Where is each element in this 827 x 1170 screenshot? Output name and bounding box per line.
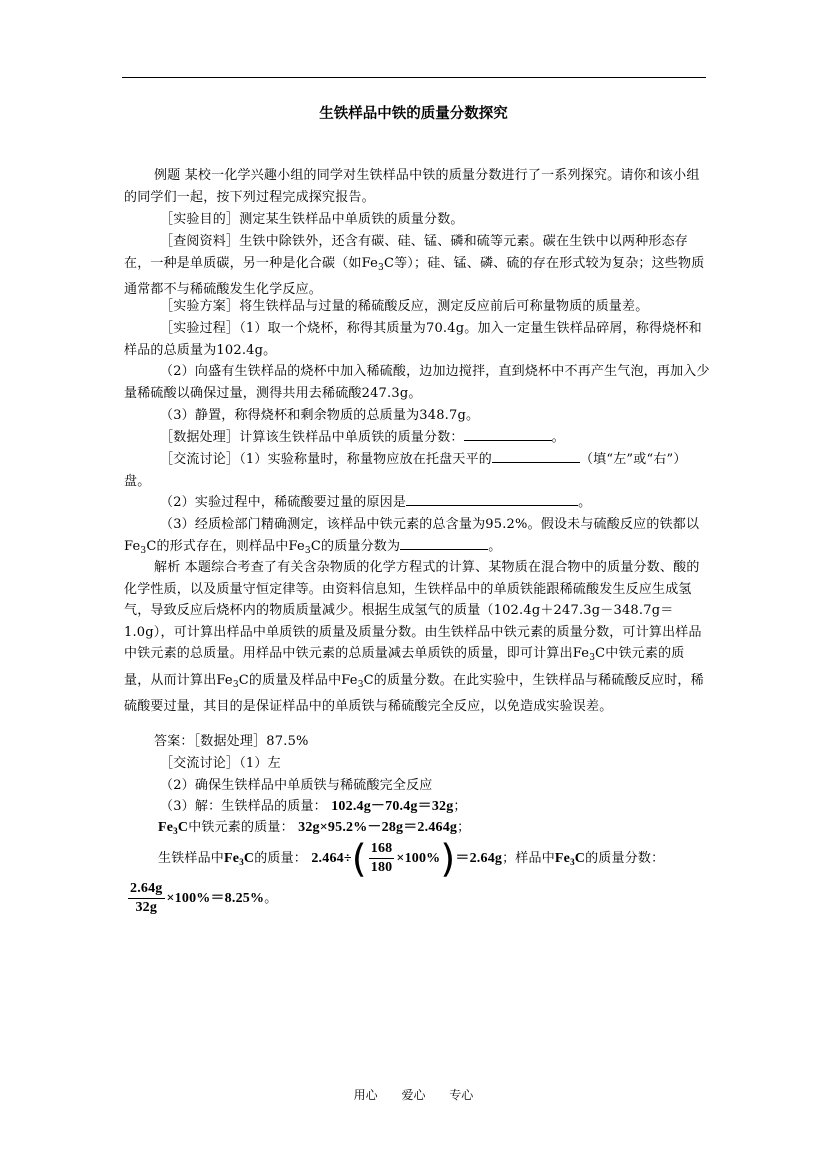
answer-blank[interactable] <box>406 493 578 506</box>
analysis-paragraph: 解析 本题综合考查了有关含杂物质的化学方程式的计算、某物质在混合物中的质量分数、酸的化学性质，以及质量守恒定律等。由资料信息知，生铁样品中的单质铁能跟稀硫酸发生反应生成氢气，导致反应后烧杯内的物质质量减少。根据生成氢气的质量（102.4g＋247.3g－348.7g＝1.0g），可计算出样品中单质铁的质量及质量分数。由生铁样品中铁元素的质量分数，可计算出样品中铁元素的总质量。用样品中铁元素的总质量减去单质铁的质量，即可计算出$Fe_3C$中铁元素的质量，从而计算出$Fe_3C$的质量及样品中$Fe_3C$的质量分数。在此实验中，生铁样品与稀硫酸反应时，稀硫酸要过量，其目的是保证样品中的单质铁与稀硫酸完全反应，以免造成实验误差。 <box>124 560 704 714</box>
question-discuss-3: （3）经质检部门精确测定，该样品中铁元素的总含量为95.2%。假设未与硫酸反应的铁都以$Fe_3C$的形式存在，则样品中$Fe_3C$的质量分数为 。 <box>124 517 700 556</box>
mass-ratio-fraction: $\frac{168}{180}$ <box>370 841 393 875</box>
page-title: 生铁样品中铁的质量分数探究 <box>319 105 508 122</box>
question-process-1: ［实验过程］（1）取一个烧杯，称得其质量为70.4g。加入一定量生铁样品碎屑，称得烧杯和样品的总质量为102.4g。 <box>124 321 702 358</box>
question-purpose: ［实验目的］测定某生铁样品中单质铁的质量分数。 <box>160 212 464 227</box>
question-data-processing: ［数据处理］计算该生铁样品中单质铁的质量分数： 。 <box>160 430 565 445</box>
answer-line-4: （3）解：生铁样品的质量： 102.4g－70.4g＝32g； <box>160 799 467 814</box>
answer-line-1: 答案：［数据处理］87.5% <box>154 734 309 749</box>
answer-line-6: 生铁样品中$Fe_3C$的质量： 2.464÷( $\frac{168}{180}$ ×100%)＝2.64g；样品中$Fe_3C$的质量分数： <box>158 836 665 881</box>
answer-line-3: （2）确保生铁样品中单质铁与稀硫酸完全反应 <box>160 778 433 793</box>
page-footer: 用心 爱心 专心 <box>353 1088 474 1102</box>
question-process-3: （3）静置，称得烧杯和剩余物质的总质量为348.7g。 <box>160 408 480 423</box>
question-reference: ［查阅资料］生铁中除铁外，还含有碳、硅、锰、磷和硫等元素。碳在生铁中以两种形态存在，一种是单质碳，另一种是化合碳（如$Fe_3C$等）；硅、锰、磷、硫的存在形式较为复杂；这些物质通常都不与稀硫酸发生化学反应。 <box>124 234 705 297</box>
result-fraction: $\frac{2.64g}{32g}$ <box>130 881 163 915</box>
question-discuss-2: （2）实验过程中，稀硫酸要过量的原因是 。 <box>160 495 592 510</box>
answer-blank[interactable] <box>400 537 488 550</box>
question-process-2: （2）向盛有生铁样品的烧杯中加入稀硫酸，边加边搅拌，直到烧杯中不再产生气泡，再加入少量稀硫酸以确保过量，测得共用去稀硫酸247.3g。 <box>124 364 710 401</box>
answer-blank[interactable] <box>464 428 552 441</box>
answer-blank[interactable] <box>492 450 580 463</box>
answer-line-7: $\frac{2.64g}{32g}$ ×100%＝8.25%。 <box>130 881 278 915</box>
question-intro: 例题 某校一化学兴趣小组的同学对生铁样品中铁的质量分数进行了一系列探究。请你和该小组的同学们一起，按下列过程完成探究报告。 <box>124 168 700 205</box>
question-discuss-1: ［交流讨论］（1）实验称量时，称量物应放在托盘天平的 （填“左”或“右”）盘。 <box>124 452 687 489</box>
question-plan: ［实验方案］将生铁样品与过量的稀硫酸反应，测定反应前后可称量物质的质量差。 <box>160 299 649 314</box>
header-rule <box>122 77 706 78</box>
answer-line-2: ［交流讨论］（1）左 <box>160 756 281 771</box>
answer-line-5: $Fe_3C$中铁元素的质量： 32g×95.2%－28g＝2.464g； <box>158 820 471 836</box>
